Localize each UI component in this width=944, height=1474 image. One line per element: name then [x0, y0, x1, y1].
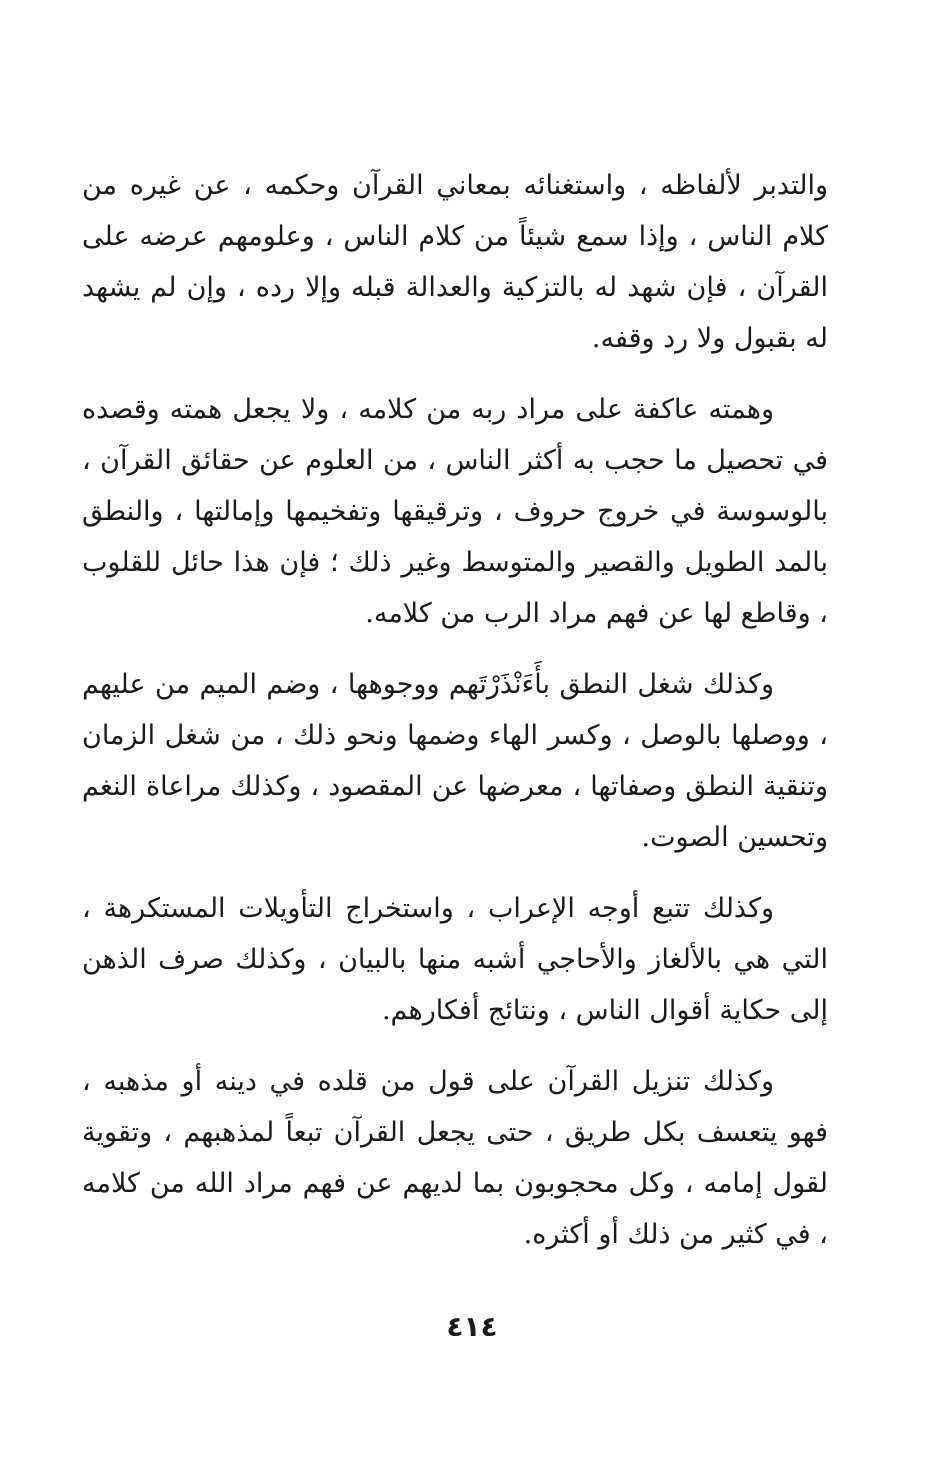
paragraph-4: وكذلك تتبع أوجه الإعراب ، واستخراج التأويلات المستكرهة ، التي هي بالألغاز والأحاجي أشبه منها بالبيان ، وكذلك صرف الذهن إلى حكاية أقوال الناس ، ونتائج أفكارهم.	[82, 893, 828, 1026]
paragraph-5: وكذلك تنزيل القرآن على قول من قلده في دينه أو مذهبه ، فهو يتعسف بكل طريق ، حتى يجعل القرآن تبعاً لمذهبهم ، وتقوية لقول إمامه ، وكل محجوبون بما لديهم عن فهم مراد الله من كلامه ، في كثير من ذلك أو أكثره.	[82, 1066, 828, 1250]
page-number: ٤١٤	[446, 1310, 498, 1343]
paragraph-3: وكذلك شغل النطق بأَءَنْذَرْتَهم ووجوهها ، وضم الميم من عليهم ، ووصلها بالوصل ، وكسر الهاء وضمها ونحو ذلك ، من شغل الزمان وتنقية النطق وصفاتها ، معرضها عن المقصود ، وكذلك مراعاة النغم وتحسين الصوت.	[82, 669, 828, 853]
paragraph-2: وهمته عاكفة على مراد ربه من كلامه ، ولا يجعل همته وقصده في تحصيل ما حجب به أكثر الناس ، من العلوم عن حقائق القرآن ، بالوسوسة في خروج حروف ، وترقيقها وتفخيمها وإمالتها ، والنطق بالمد الطويل والقصير والمتوسط وغير ذلك ؛ فإن هذا حائل للقلوب ، وقاطع لها عن فهم مراد الرب من كلامه.	[82, 394, 828, 629]
paragraph-1: والتدبر لألفاظه ، واستغنائه بمعاني القرآن وحكمه ، عن غيره من كلام الناس ، وإذا سمع شيئاً من كلام الناس ، وعلومهم عرضه على القرآن ، فإن شهد له بالتزكية والعدالة قبله وإلا رده ، وإن لم يشهد له بقبول ولا رد وقفه.	[82, 170, 828, 354]
page-body	[82, 160, 828, 1280]
